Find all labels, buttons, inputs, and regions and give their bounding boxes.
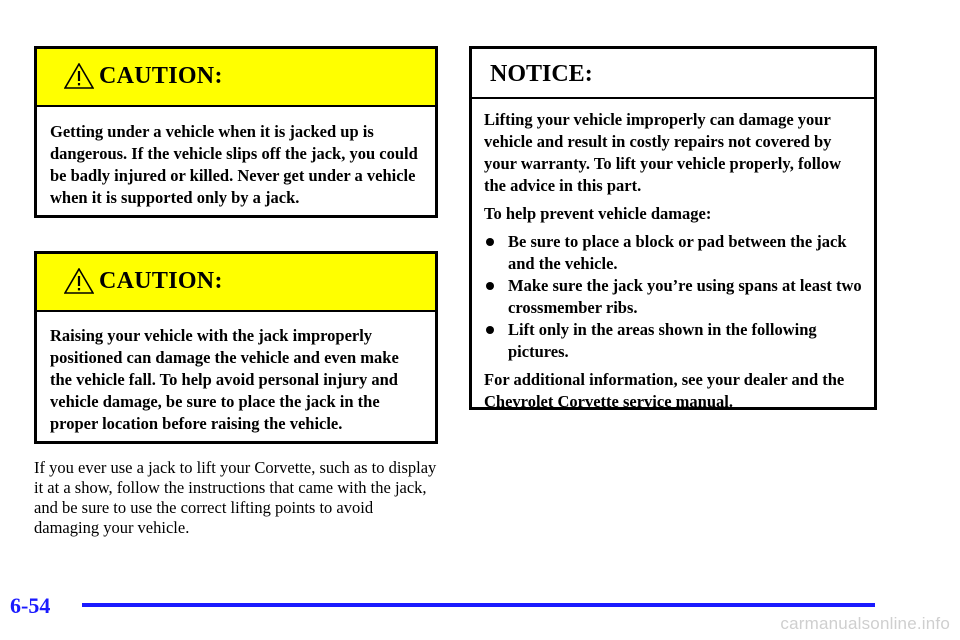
bullet-dot-icon bbox=[486, 238, 494, 246]
warning-triangle-icon bbox=[64, 63, 94, 89]
bullet-dot-icon bbox=[486, 282, 494, 290]
bullet-text: Lift only in the areas shown in the following pictures. bbox=[508, 320, 817, 361]
bullet-item bbox=[484, 231, 862, 275]
bullet-text: Be sure to place a block or pad between the jack and the vehicle. bbox=[508, 232, 847, 273]
notice-title: NOTICE: bbox=[490, 61, 593, 87]
notice-paragraph: Lifting your vehicle improperly can damage your vehicle and result in costly repairs not covered by your warranty. To lift your vehicle properly, follow the advice in this part. bbox=[484, 110, 842, 195]
notice-paragraph: For additional information, see your dealer and the Chevrolet Corvette service manual. bbox=[484, 370, 845, 411]
notice-body bbox=[472, 99, 874, 413]
bullet-text: Make sure the jack you’re using spans at least two crossmember ribs. bbox=[508, 276, 862, 317]
footer-rule bbox=[82, 603, 875, 607]
caution-text: Getting under a vehicle when it is jacked up is dangerous. If the vehicle slips off the jack, you could be badly injured or killed. Never get under a vehicle when it is supported only by a jack. bbox=[50, 122, 418, 207]
caution-header bbox=[37, 49, 435, 107]
bullet-dot-icon bbox=[486, 326, 494, 334]
caution-title: CAUTION: bbox=[99, 268, 223, 294]
bullet-item bbox=[484, 319, 862, 363]
notice-bullet-list bbox=[484, 231, 862, 363]
notice-header bbox=[472, 49, 874, 99]
notice-box bbox=[469, 46, 877, 410]
notice-paragraph: To help prevent vehicle damage: bbox=[484, 204, 712, 223]
caution-title: CAUTION: bbox=[99, 63, 223, 89]
caution-header bbox=[37, 254, 435, 312]
caution-box-1 bbox=[34, 46, 438, 218]
watermark: carmanualsonline.info bbox=[780, 614, 950, 633]
caution-box-2 bbox=[34, 251, 438, 444]
warning-triangle-icon bbox=[64, 268, 94, 294]
body-paragraph: If you ever use a jack to lift your Corvette, such as to display it at a show, follow the instructions that came with the jack, and be sure to use the correct lifting points to avoid damaging your vehicle. bbox=[34, 458, 437, 537]
page-number: 6-54 bbox=[10, 593, 51, 618]
caution-text: Raising your vehicle with the jack improperly positioned can damage the vehicle and even make the vehicle fall. To help avoid personal injury and vehicle damage, be sure to place the jack in the proper location before raising the vehicle. bbox=[50, 326, 399, 433]
bullet-item bbox=[484, 275, 862, 319]
